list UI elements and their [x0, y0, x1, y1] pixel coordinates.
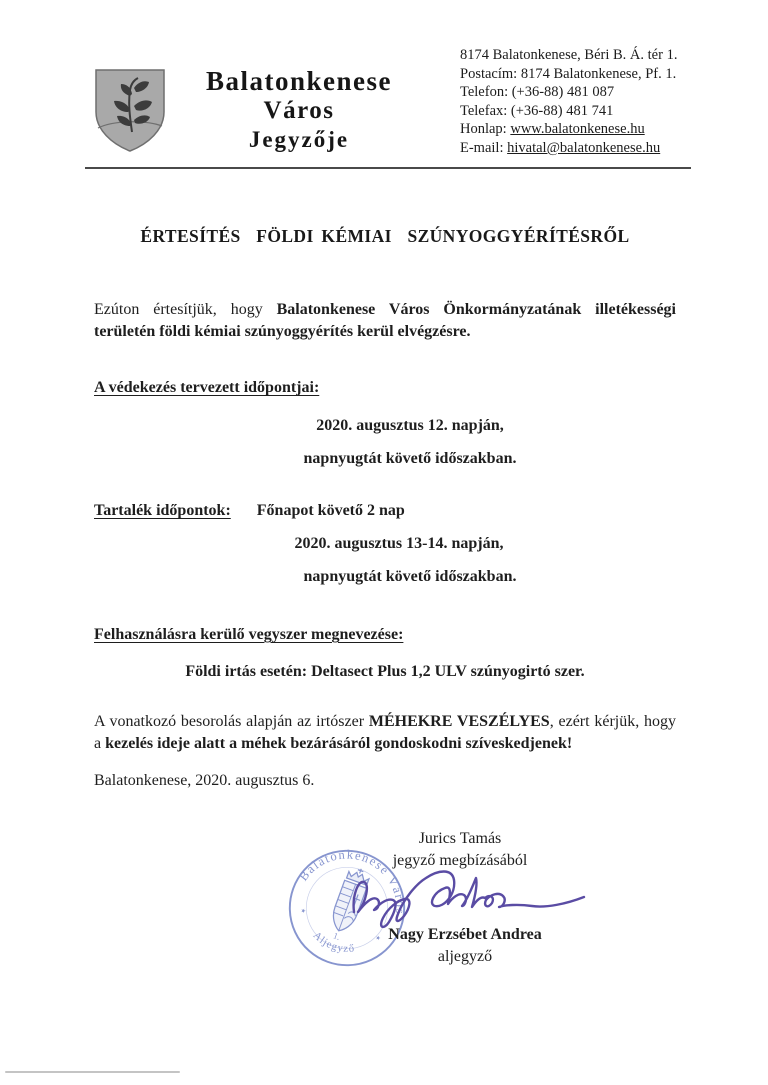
scan-artifact-line	[5, 1071, 180, 1073]
contact-phone: Telefon: (+36-88) 481 087	[460, 84, 615, 101]
intro-bold-text: Balatonkenese Város Önkormányzatának illetékességi területén földi kémiai szúnyoggyérítés kerül elvégzésre.	[94, 301, 677, 340]
contact-address: 8174 Balatonkenese, Béri B. Á. tér 1.	[460, 47, 678, 63]
website-link[interactable]: www.balatonkenese.hu	[510, 121, 645, 138]
website-label: Honlap:	[460, 121, 511, 138]
date-place-line: Balatonkenese, 2020. augusztus 6.	[94, 772, 315, 789]
contact-website-line	[460, 120, 760, 139]
warning-bold-2: kezelés ideje alatt a méhek bezárásáról gondoskodni szíveskedjenek!	[105, 735, 573, 752]
stamp-star-left-icon: ★	[299, 907, 307, 916]
contact-postal: Postacím: 8174 Balatonkenese, Pf. 1.	[460, 65, 677, 82]
letterhead	[0, 0, 768, 170]
intro-normal-text: Ezúton értesítjük, hogy	[94, 301, 277, 318]
delegator-name: Jurics Tamás	[418, 830, 502, 847]
stamp-bottom-text: Aljegyző	[310, 930, 356, 955]
stamp-number: 1.	[331, 930, 342, 942]
org-name-city: Balatonkenese	[205, 66, 392, 96]
schedule-time: napnyugtát követő időszakban.	[303, 450, 517, 467]
stamp-star-right-icon: ★	[374, 935, 382, 943]
warning-paragraph	[94, 711, 676, 755]
contact-fax: Telefax: (+36-88) 481 741	[460, 102, 614, 119]
backup-note: Főnapot követő 2 nap	[256, 502, 405, 519]
signer-role: aljegyző	[437, 948, 493, 965]
signer-name: Nagy Erzsébet Andrea	[388, 926, 542, 943]
contact-block	[460, 46, 760, 158]
backup-time: napnyugtát követő időszakban.	[303, 568, 517, 585]
warning-bold-1: MÉHEKRE VESZÉLYES	[368, 713, 550, 730]
stamp-top-text: Balatonkenese Város	[296, 847, 408, 916]
backup-date: 2020. augusztus 13-14. napján,	[294, 535, 504, 552]
contact-email-line	[460, 139, 760, 158]
chemical-section	[94, 624, 676, 646]
intro-paragraph	[94, 299, 676, 343]
email-link[interactable]: hivatal@balatonkenese.hu	[507, 139, 661, 156]
letter-body	[94, 168, 676, 1008]
document-title: ÉRTESÍTÉS FÖLDI KÉMIAI SZÚNYOGGYÉRÍTÉSRŐL	[140, 226, 630, 246]
signature-block	[94, 828, 676, 1008]
schedule-date: 2020. augusztus 12. napján,	[316, 417, 504, 434]
schedule-heading: A védekezés tervezett időpontjai:	[94, 379, 320, 396]
schedule-section	[94, 377, 676, 399]
warning-normal-1: A vonatkozó besorolás alapján az irtószer	[94, 713, 369, 730]
coat-of-arms-icon	[90, 66, 170, 154]
org-name-town: Város	[263, 97, 335, 124]
chemical-heading: Felhasználásra kerülő vegyszer megnevezése:	[94, 626, 404, 643]
chemical-line: Földi irtás esetén: Deltasect Plus 1,2 ULV szúnyogirtó szer.	[185, 663, 585, 680]
email-label: E-mail:	[460, 139, 508, 156]
org-name-notary: Jegyzője	[248, 127, 350, 152]
backup-section	[94, 500, 676, 522]
delegator-role: jegyző megbízásából	[392, 852, 528, 869]
letterhead-title	[168, 66, 430, 154]
backup-heading: Tartalék időpontok:	[94, 502, 231, 519]
warning-normal-2: , ezért kérjük, hogy a	[94, 713, 677, 752]
